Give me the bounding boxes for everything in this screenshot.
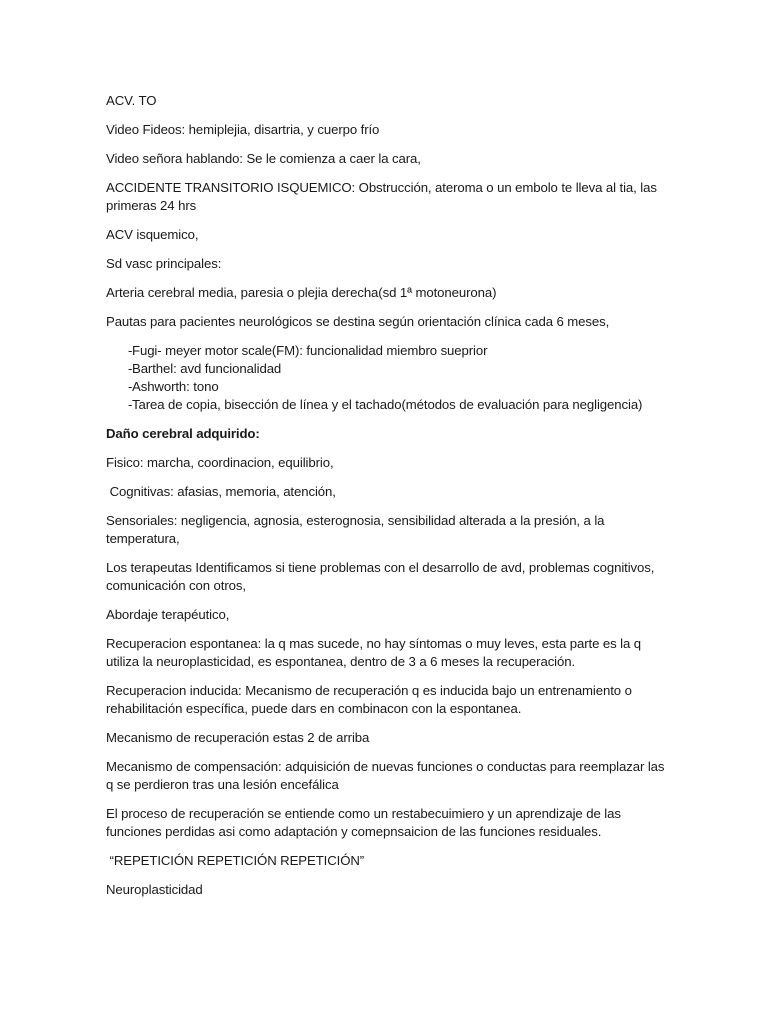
paragraph-sensoriales: Sensoriales: negligencia, agnosia, esterognosia, sensibilidad alterada a la presión, a la temperatura, (106, 513, 605, 546)
paragraph-mecanismo-recuperacion: Mecanismo de recuperación estas 2 de arriba (106, 730, 370, 745)
paragraph-pautas: Pautas para pacientes neurológicos se destina según orientación clínica cada 6 meses, (106, 314, 610, 329)
paragraph-recuperacion-espontanea: Recuperacion espontanea: la q mas sucede, no hay síntomas o muy leves, esta parte es la q utiliza la neuroplasticidad, es espontanea, dentro de 3 a 6 meses la recuperación. (106, 636, 642, 669)
paragraph-proceso-recuperacion: El proceso de recuperación se entiende como un restabecuimiero y un aprendizaje de las funciones perdidas asi como adaptación y comepnsaicion de las funciones residuales. (106, 806, 621, 839)
list-item-text: - Ashworth: tono (132, 379, 219, 394)
paragraph-ait: ACCIDENTE TRANSITORIO ISQUEMICO: Obstrucción, ateroma o un embolo te lleva al tia, las primeras 24 hrs (106, 180, 657, 213)
paragraph-recuperacion-inducida: Recuperacion inducida: Mecanismo de recuperación q es inducida bajo un entrenamiento o rehabilitación específica, puede dars en combinacon con la espontanea. (106, 683, 632, 716)
paragraph-video-senora: Video señora hablando: Se le comienza a caer la cara, (106, 151, 421, 166)
paragraph-video-fideos: Video Fideos: hemiplejia, disartria, y cuerpo frío (106, 122, 380, 137)
paragraph-arteria: Arteria cerebral media, paresia o plejia derecha(sd 1ª motoneurona) (106, 285, 497, 300)
paragraph-acv-isquemico: ACV isquemico, (106, 227, 199, 242)
assessment-list (106, 342, 666, 414)
paragraph-neuroplasticidad: Neuroplasticidad (106, 882, 203, 897)
document-body (106, 92, 666, 910)
paragraph-terapeutas: Los terapeutas Identificamos si tiene problemas con el desarrollo de avd, problemas cognitivos, comunicación con otros, (106, 560, 655, 593)
paragraph-repeticion: “REPETICIÓN REPETICIÓN REPETICIÓN” (106, 853, 365, 868)
section-heading: Daño cerebral adquirido: (106, 426, 260, 441)
paragraph-sd-vasc: Sd vasc principales: (106, 256, 222, 271)
paragraph-abordaje: Abordaje terapéutico, (106, 607, 230, 622)
list-item (106, 396, 666, 414)
doc-title: ACV. TO (106, 93, 157, 108)
paragraph-fisico: Fisico: marcha, coordinacion, equilibrio, (106, 455, 334, 470)
list-item (106, 342, 666, 360)
paragraph-cognitivas: Cognitivas: afasias, memoria, atención, (106, 484, 336, 499)
list-item-text: - Tarea de copia, bisección de línea y el tachado(métodos de evaluación para negligencia) (132, 397, 643, 412)
list-item (106, 378, 666, 396)
paragraph-mecanismo-compensacion: Mecanismo de compensación: adquisición de nuevas funciones o conductas para reemplazar las q se perdieron tras una lesión encefálica (106, 759, 665, 792)
list-item-text: - Barthel: avd funcionalidad (132, 361, 282, 376)
list-item-text: - Fugi- meyer motor scale(FM): funcionalidad miembro sueprior (132, 343, 488, 358)
list-item (106, 360, 666, 378)
